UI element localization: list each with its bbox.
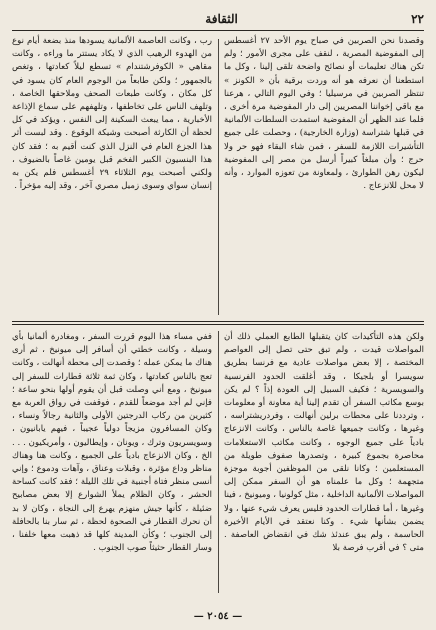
- column-divider-bottom: [218, 331, 219, 593]
- page-footer-number: — ٢٠٥٤ —: [193, 611, 243, 622]
- paragraph: ففي مساء هذا اليوم قررت السفر ، ومغادرة ألمانيا بأي وسيلة ، وكانت خطتي أن أسافر إلى ميونيخ ، ثم أرى هناك ما يمكن عمله ؛ وقصدت إلى محطة أنهالت ، وكانت تعج بالناس كعادتها ، وكان ثمة ثلاثة قطارات للسفر إلى ميونيخ ، ومع أني وصلت قبل أن يقوم أولها بنحو ساعة ؛ فإني لم أجد موضعاً للقدم ، فوقفت في رواق العربة مع كثيرين من ركاب الدرجتين الأولى والثانية رجالاً ونساء ، وكان المسافرون مزيجاً دولياً عجيباً ، فيهم يابانيون ، وسويسريون وترك ، ويونان ، وإيطاليون ، وأمريكيون . . . الخ ، وكان الانزعاج بادياً على الجميع ، وكانت هنا وهناك مناظر وداع مؤثرة ، وقبلات وعناق ، وآهات ودموع ؛ وإني أنسى منظر فتاة أجنبية في تلك الليلة ؛ فقد كانت كساحة الحشر ، وكان الظلام يملأ الشوارع إلا بعض مصابيح ضئيلة ، كأنها جيش منهزم يهرع إلى النجاة ، وكان لا بد أن نحرك القطار في الصحوة لحظة ، ثم سار بنا بالحافلة إلى الجنوب ؛ وكأن المدينة كلها قد ذهبت معها خلفنا ، وسار القطار حثيثاً صوب الجنوب .: [12, 332, 212, 554]
- section-divider: [12, 321, 424, 325]
- paragraph: رب ، وكانت العاصمة الألمانية يسودها منذ بضعة أيام نوع من الهدوء الرهيب الذي لا يكاد يستتر ما وراءه ، وكانت مقاهي « الكوفرشتندام » تسطع ليلاً كعادتها ، وتغص بالجمهور ؛ ولكن طابعاً من الوجوم العام كان يسود في كل مكان ، وكانت طبعات الصحف وملاحقها الخاصة ، وتلهف الناس على تخاطفها ، وتلهفهم على سماع الإذاعة الأخبارية ، مما يبعث السكينة إلى النفس ، ويؤكد في كل لحظة أن الكارثة أصبحت وشيكة الوقوع . وقد لبست أثر هذا الجزع العام في النزل الذي كنت أقيم به ؛ فقد كان هذا البنسيون الكبير الفخم قبل يومين غاصاً بالضيوف ، ولكني أصبحت يوم الثلاثاء ٢٩ أغسطس فلم يكن به إنسان سواي وسوى زميل مصري آخر ، وقد إليه مؤخراً .: [12, 36, 212, 192]
- column-left-top: [12, 35, 212, 317]
- column-right-top: [224, 35, 424, 317]
- magazine-title: الثقافة: [205, 12, 238, 26]
- paragraph: وقصدنا نحن الصربين في صباح يوم الأحد ٢٧ أغسطس إلى المفوضية المصرية ، لنقف على مجرى الأمور ؛ ولم تكن هناك تعليمات أو نصائح واضحة تلقى إلينا ، وكل ما استطعنا أن نعرفه هو أنه وردت برقية بأن « الكونز » تنتظر الصربين في مرسيليا ؛ وفي اليوم التالي ، هرعنا مع باقي إخواننا المصريين إلى دار المفوضية مرة أخرى ، فلما عند الظهر أن المفوضية استمدت السلطات الألمانية في قبلها شتراسة (وزارة الخارجية) ، وحصلت على جميع التأشيرات اللازمة للسفر ، فمن شاء البقاء فهو حر ولا حرج ؛ وأن مبلغاً كبيراً أرسل من مصر إلى المفوضية ليكون رهن الطوارئ ، ولمعاونة من تعوزه الموارد ، وأنه لا محل للانزعاج .: [224, 36, 424, 192]
- column-divider-top: [218, 39, 219, 315]
- header-page-number: ٢٢: [411, 12, 424, 26]
- page-header: [12, 8, 424, 31]
- column-right-bottom: [224, 331, 424, 593]
- paragraph: ولكن هذه التأكيدات كان يتقبلها الطابع العملي ذلك أن المواصلات قيدت ، ولم تبق حتى تصل إلى العواصم المختصة ، إلا بعض مواصلات عادية مع فرنسا بطريق سويسرا أو بلجيكا ، وقد أغلقت الحدود الفرنسية والسويسرية ؛ فكيف السبيل إلى العودة إذاً ؟ لم يكن بوسع مكاتب السفر أن تقدم إلينا أية معاونة أو معلومات ، وترددنا على محطات برلين أنهالت ، وفردريشتراسه ، وغيرها ، وكانت جميعها غاصة بالناس ، وكانت الانزعاج بادياً على جميع الوجوه ، وكانت مكاتب الاستعلامات محاصرة بجموع كبيرة ، وتصدرها صفوف طويلة من المستعلمين ؛ وكانا نلقى من الموظفين أجوبة موجزة متجهمة ؛ وكل ما علمناه هو أن السفر ممكن إلى المواصلات الألمانية الداخلية ، مثل كولونيا ، وميونيخ ، فينا وغيرها ، أما قطارات الحدود فليس يعرف شيء عنها ، ولا يضمن بشأنها شيء . وكنا نعتقد في الأيام الأخيرة الحاسمة ، ولم يبق عندئذ شك في انقضاض العاصفة . متى ؟ في أقرب فرصة بلا: [224, 332, 424, 554]
- column-left-bottom: [12, 331, 212, 593]
